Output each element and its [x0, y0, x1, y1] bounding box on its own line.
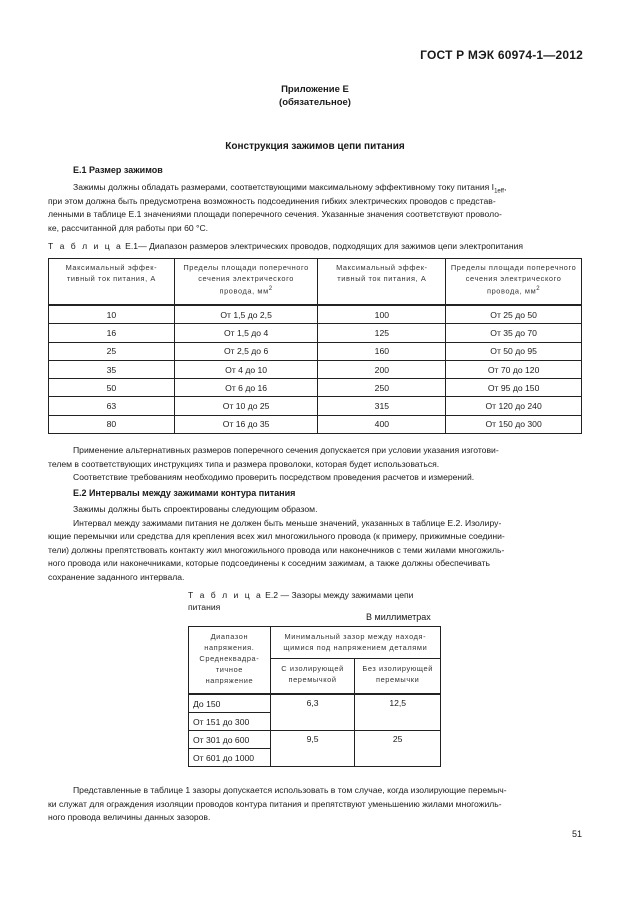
- voltage-range-cell: До 150: [189, 694, 271, 713]
- superscript: 2: [536, 286, 541, 292]
- table-e2: [188, 626, 441, 767]
- current-cell: 10: [49, 305, 175, 324]
- paragraph-line: Интервал между зажимами питания не должен быть меньше значений, указанных в таблице Е.2. Изолиру-: [73, 517, 502, 528]
- table-label: Т а б л и ц а: [48, 241, 123, 251]
- table-header-row: [49, 259, 582, 306]
- text-run: Зажимы должны обладать размерами, соответствующими максимальному эффективному току питания I: [73, 182, 495, 192]
- header-text: Максимальный эффек- тивный ток питания, А: [65, 263, 158, 283]
- paragraph-line: [48, 181, 582, 195]
- header-text: С изолирующей перемычкой: [281, 663, 344, 684]
- clearance-with-cell: 6,3: [270, 694, 355, 731]
- header-current: [318, 259, 446, 306]
- cross-section-cell: От 6 до 16: [174, 379, 318, 397]
- table-e1-caption: [48, 241, 523, 251]
- paragraph-line: ки служат для ограждения изоляции проводов контура питания и препятствуют уменьшению жилами многожиль-: [48, 798, 502, 809]
- paragraph-line: ного провода или наконечниками, которые подсоединены к соседним зажимам, а также должны обеспечивать: [48, 558, 491, 569]
- table-label: Т а б л и ц а: [188, 590, 263, 600]
- paragraph-line: ного провода величины данных зазоров.: [48, 812, 211, 823]
- cross-section-cell: От 4 до 10: [174, 360, 318, 378]
- table-caption-line: [188, 589, 413, 601]
- cross-section-cell: От 95 до 150: [446, 379, 582, 397]
- table-row: [49, 342, 582, 360]
- current-cell: 50: [49, 379, 175, 397]
- section-e2-title: Е.2 Интервалы между зажимами контура питания: [73, 488, 296, 498]
- table-caption-text: Е.1— Диапазон размеров электрических проводов, подходящих для зажимов цепи электропитания: [122, 241, 524, 251]
- section-e1-paragraph-1: [48, 181, 582, 235]
- current-cell: 400: [318, 415, 446, 433]
- paragraph-line: Соответствие требованиям необходимо проверить посредством проведения расчетов и измерений.: [73, 472, 475, 483]
- header-text: Максимальный эффек- тивный ток питания, А: [336, 263, 428, 283]
- table-row: [49, 415, 582, 433]
- superscript: 2: [268, 286, 273, 292]
- annex-title-block: [0, 83, 630, 109]
- table-e1: [48, 258, 582, 434]
- header-cross-section: [446, 259, 582, 306]
- table-row: [189, 731, 441, 749]
- paragraph-line: Применение альтернативных размеров поперечного сечения допускается при условии указания изготови-: [73, 445, 499, 455]
- paragraph-line: Представленные в таблице 1 зазоры допускается использовать в том случае, когда изолирующие перемыч-: [73, 785, 507, 795]
- clearance-with-cell: 9,5: [270, 731, 355, 767]
- voltage-range-cell: От 151 до 300: [189, 713, 271, 731]
- header-text: Без изолирующей перемычки: [362, 663, 433, 684]
- section-e1-paragraph-2: [48, 444, 582, 485]
- cross-section-cell: От 70 до 120: [446, 360, 582, 378]
- current-cell: 250: [318, 379, 446, 397]
- header-current: [49, 259, 175, 306]
- standard-header: ГОСТ Р МЭК 60974-1—2012: [420, 48, 583, 62]
- cross-section-cell: От 16 до 35: [174, 415, 318, 433]
- current-cell: 100: [318, 305, 446, 324]
- table-row: [49, 360, 582, 378]
- clearance-without-cell: 25: [355, 731, 441, 767]
- cross-section-cell: От 50 до 95: [446, 342, 582, 360]
- table-row: [49, 379, 582, 397]
- header-without-barrier: [355, 658, 441, 694]
- paragraph-line: ленными в таблице Е.1 значениями площади поперечного сечения. Указанные значения соответствуют проволо-: [48, 209, 502, 220]
- annex-title: Приложение Е: [281, 84, 349, 95]
- current-cell: 80: [49, 415, 175, 433]
- current-cell: 63: [49, 397, 175, 415]
- annex-heading: Конструкция зажимов цепи питания: [225, 141, 405, 152]
- paragraph-line: сохранение заданного интервала.: [48, 571, 185, 582]
- current-cell: 160: [318, 342, 446, 360]
- table-e1-body: [49, 305, 582, 434]
- paragraph-line: ке, рассчитанной для работы при 60 °C.: [48, 222, 209, 233]
- header-text: Пределы площади поперечного сечения электрического провода, мм: [183, 263, 309, 296]
- subscript: 1eff: [494, 188, 504, 195]
- voltage-range-cell: От 301 до 600: [189, 731, 271, 749]
- header-text: Пределы площади поперечного сечения электрического провода, мм: [450, 263, 577, 296]
- header-with-barrier: [270, 658, 355, 694]
- table-e2-units: В миллиметрах: [366, 612, 431, 622]
- section-e2-paragraphs: [48, 503, 582, 585]
- table-e2-caption: [188, 589, 413, 613]
- clearance-without-cell: 12,5: [355, 694, 441, 731]
- paragraph-line: ющие перемычки или средства для крепления всех жил многожильного провода (к примеру, прижимные соедини-: [48, 531, 505, 542]
- text-run: ,: [503, 182, 507, 192]
- annex-status: (обязательное): [279, 97, 351, 108]
- table-row: [49, 324, 582, 342]
- table-caption-text: Е.2 — Зазоры между зажимами цепи: [262, 590, 414, 600]
- current-cell: 125: [318, 324, 446, 342]
- current-cell: 35: [49, 360, 175, 378]
- section-e1-title: Е.1 Размер зажимов: [73, 165, 163, 175]
- cross-section-cell: От 1,5 до 2,5: [174, 305, 318, 324]
- table-row: [189, 694, 441, 713]
- current-cell: 200: [318, 360, 446, 378]
- cross-section-cell: От 150 до 300: [446, 415, 582, 433]
- current-cell: 315: [318, 397, 446, 415]
- cross-section-cell: От 25 до 50: [446, 305, 582, 324]
- cross-section-cell: От 2,5 до 6: [174, 342, 318, 360]
- cross-section-cell: От 1,5 до 4: [174, 324, 318, 342]
- header-text: Диапазон напряжения. Среднеквадра- тичное напряжение: [199, 632, 260, 685]
- header-cross-section: [174, 259, 318, 306]
- table-row: [49, 305, 582, 324]
- paragraph-line: при этом должна быть предусмотрена возможность подсоединения гибких электрических проводов с представ-: [48, 195, 496, 206]
- current-cell: 16: [49, 324, 175, 342]
- section-e2-paragraph-final: [48, 784, 582, 825]
- table-caption-line: питания: [188, 602, 221, 612]
- paragraph-line: Зажимы должны быть спроектированы следующим образом.: [73, 504, 318, 514]
- cross-section-cell: От 120 до 240: [446, 397, 582, 415]
- table-row: [49, 397, 582, 415]
- paragraph-line: телем в соответствующих инструкциях типа и размера проволоки, которая будет использоваться.: [48, 458, 440, 469]
- paragraph-line: тели) должны препятствовать контакту жил многожильного провода или наконечников с теми жилами многожиль-: [48, 544, 505, 555]
- voltage-range-cell: От 601 до 1000: [189, 749, 271, 767]
- header-min-clearance: [270, 627, 440, 659]
- header-text: Минимальный зазор между находя- щимися под напряжением деталями: [283, 632, 428, 652]
- header-voltage-range: [189, 627, 271, 695]
- cross-section-cell: От 35 до 70: [446, 324, 582, 342]
- page-number: 51: [571, 829, 582, 839]
- cross-section-cell: От 10 до 25: [174, 397, 318, 415]
- current-cell: 25: [49, 342, 175, 360]
